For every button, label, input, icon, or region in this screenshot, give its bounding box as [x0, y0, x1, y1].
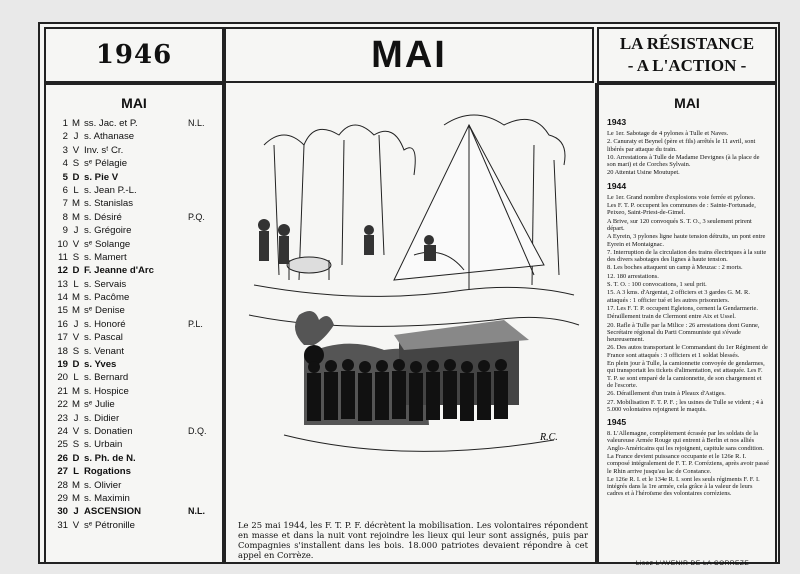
weekday-letter: V	[72, 144, 80, 156]
calendar-row	[46, 371, 222, 384]
day-number: 11	[58, 251, 68, 263]
calendar-row	[46, 304, 222, 317]
day-number: 7	[62, 198, 68, 210]
calendar-row	[46, 438, 222, 451]
soldier-body	[409, 373, 423, 421]
saint-name: s. Athanase	[84, 131, 135, 143]
day-number: 20	[57, 372, 68, 384]
day-number: 5	[62, 171, 68, 183]
moon-phase: D.Q.	[188, 425, 207, 436]
soldier-head	[427, 360, 439, 372]
weekday-letter: V	[72, 425, 80, 437]
day-number: 18	[57, 345, 68, 357]
saint-name: s. Pascal	[84, 332, 123, 344]
event-item: 26. Des autos transportant le Commandant du 1er Régiment de France sont attaqués : 3 officiers et 1 soldat blessés.	[607, 344, 768, 359]
calendar-row	[46, 479, 222, 492]
event-item: 8. L'Allemagne, complètement écrasée par les soldats de la valeureuse Armée Rouge qui entrent à Berlin et nos alliés Anglo-Américains qui les rejoignent, capitule sans condition.	[607, 430, 764, 452]
weekday-letter: M	[72, 211, 80, 223]
calendar-row	[46, 505, 222, 518]
soldier-head	[376, 360, 388, 372]
calendar-day-list	[46, 117, 222, 532]
moon-phase	[188, 184, 222, 197]
day-number: 10	[57, 238, 68, 250]
event-item: 20 Attentat Usine Moutupet.	[607, 169, 680, 177]
calendar-row	[46, 519, 222, 532]
weekday-letter: L	[73, 184, 79, 196]
soldier-body	[443, 371, 457, 419]
saint-name: sᵉ Pélagie	[84, 158, 128, 170]
day-number: 27	[57, 466, 68, 478]
event-item: La France devient puissance occupante et le 126e R. I. composé intégralement de F. T. P. Corréziens, après avoir passé le Rhin arrive jusqu'au lac de Constance.	[607, 452, 769, 475]
event-item: A Brive, sur 120 convoqués S. T. O., 3 seulement prirent départ.	[607, 217, 752, 232]
day-number: 22	[57, 399, 68, 411]
moon-phase	[188, 197, 222, 210]
saint-name: s. Jean P.-L.	[84, 184, 137, 196]
day-number: 15	[57, 305, 68, 317]
soldier-body	[494, 371, 508, 419]
weekday-letter: S	[72, 158, 80, 170]
saint-name: s. Honoré	[84, 318, 126, 330]
soldier-head	[359, 361, 371, 373]
year-label: 1946	[44, 27, 224, 83]
illustration-signature: R.C.	[540, 432, 558, 443]
moon-phase	[188, 264, 222, 277]
day-number: 21	[57, 385, 68, 397]
moon-phase	[188, 331, 222, 344]
soldier-head	[444, 359, 456, 371]
saint-name: sᵉ Julie	[84, 399, 115, 411]
resistance-title	[597, 27, 777, 83]
day-number: 6	[62, 184, 68, 196]
day-number: 4	[62, 158, 68, 170]
moon-phase	[188, 238, 222, 251]
weekday-letter: M	[72, 479, 80, 491]
calendar-row	[46, 358, 222, 371]
day-number: 14	[57, 292, 68, 304]
saint-name: s. Maximin	[84, 492, 130, 504]
soldier-head	[342, 359, 354, 371]
calendar-row	[46, 238, 222, 251]
saint-name: sᵉ Pétronille	[84, 519, 136, 531]
event-year: 1945	[607, 417, 627, 428]
saint-name: s. Hospice	[84, 385, 129, 397]
event-item: Le 1er. Sabotage de 4 pylones à Tulle et Naves.	[607, 130, 729, 137]
moon-phase	[188, 412, 222, 425]
event-item: 2. Canuraty et Beynel (père et fils) arrêtés le 11 avril, sont libérés par attaque du train.	[607, 138, 756, 153]
soldier-head	[495, 359, 507, 371]
calendar-row	[46, 398, 222, 411]
soldier-body	[307, 373, 321, 421]
weekday-letter: J	[73, 318, 79, 330]
weekday-letter: J	[73, 506, 79, 518]
event-item: 12. 180 arrestations.	[607, 272, 659, 280]
weekday-letter: V	[72, 332, 80, 344]
calendar-heading: MAI	[121, 95, 147, 111]
moon-phase	[188, 452, 222, 465]
moon-phase	[188, 358, 222, 371]
event-item: 17. Les F. T. P. occupent Egletons, cernent la Gendarmerie.	[607, 304, 758, 312]
saint-name: ss. Jac. et P.	[84, 118, 138, 129]
calendar-column	[44, 83, 224, 564]
day-number: 23	[57, 412, 68, 424]
weekday-letter: S	[72, 345, 80, 357]
weekday-letter: M	[72, 118, 80, 129]
saint-name: s. Pacôme	[84, 292, 130, 304]
moon-phase	[188, 157, 222, 170]
calendar-row	[46, 345, 222, 358]
day-number: 17	[57, 332, 68, 344]
weekday-letter: M	[72, 492, 80, 504]
weekday-letter: J	[73, 412, 79, 424]
calendar-row	[46, 318, 222, 331]
day-number: 16	[57, 318, 68, 330]
day-number: 3	[62, 144, 68, 156]
soldier-head	[393, 359, 405, 371]
event-item: En plein jour à Tulle, la camionnette convoyée de gendarmes, qui transportait les tickets d'alimentation, est attaquée. Les F. T. P. se sont emparé de la camionnette, de son chargement et de l'escorte.	[607, 360, 765, 389]
saint-name: ASCENSION	[84, 506, 142, 518]
maquis-camp-illustration	[244, 105, 584, 485]
soldier-body	[392, 371, 406, 419]
saint-name: s. Didier	[84, 412, 120, 424]
moon-phase	[188, 144, 222, 157]
day-number: 8	[62, 211, 68, 223]
calendar-row	[46, 452, 222, 465]
event-item: A Eyrein, 3 pylones ligne haute tension détruits, un pont entre Eyrein et Montaignac.	[607, 233, 766, 248]
soldier-head	[308, 361, 320, 373]
moon-phase	[188, 465, 222, 478]
weekday-letter: M	[72, 385, 80, 397]
calendar-row	[46, 291, 222, 304]
day-number: 24	[57, 425, 68, 437]
moon-phase	[188, 304, 222, 317]
moon-phase	[188, 345, 222, 358]
soldier-body	[375, 372, 389, 420]
event-item: 27. Mobilisation F. T. P. F. ; les usines de Tulle se vident ; 4 à 5.000 volontaires rejoignent le maquis.	[607, 398, 764, 413]
events-heading: MAI	[674, 95, 700, 111]
weekday-letter: D	[72, 265, 80, 277]
moon-phase: P.L.	[188, 318, 203, 329]
saint-name: s. Urbain	[84, 439, 123, 451]
calendar-row	[46, 224, 222, 237]
moon-phase	[188, 171, 222, 184]
saint-name: s. Venant	[84, 345, 125, 357]
calendar-row	[46, 492, 222, 505]
soldier-head	[461, 361, 473, 373]
day-number: 26	[57, 452, 68, 464]
soldier-body	[324, 372, 338, 420]
calendar-row	[46, 278, 222, 291]
weekday-letter: V	[72, 519, 80, 531]
saint-name: s. Bernard	[84, 372, 129, 384]
saint-name: Rogations	[84, 466, 131, 478]
event-year: 1943	[607, 117, 627, 127]
soldier-body	[426, 372, 440, 420]
calendar-row	[46, 157, 222, 170]
weekday-letter: M	[72, 305, 80, 317]
moon-phase	[188, 278, 222, 291]
weekday-letter: S	[72, 251, 80, 263]
moon-phase	[188, 519, 222, 532]
event-item: 8. Les boches attaquent un camp à Meuzac : 2 morts.	[607, 264, 743, 272]
moon-phase	[188, 251, 222, 264]
weekday-letter: L	[73, 466, 79, 478]
illustration-caption: Le 25 mai 1944, les F. T. P. F. décrètent la mobilisation. Les volontaires répondent en masse et dans la nuit vont rejoindre les lieux qui leur sont assignés, puis par Compagnies s'installent dans les bois. 18.000 patriotes devaient répondre à cet appel en Corrèze.	[238, 520, 588, 560]
saint-name: s. Mamert	[84, 251, 127, 263]
calendar-row	[46, 385, 222, 398]
moon-phase: N.L.	[188, 118, 205, 128]
day-number: 12	[57, 265, 68, 277]
calendar-row	[46, 171, 222, 184]
weekday-letter: V	[72, 238, 80, 250]
calendar-row	[46, 465, 222, 478]
day-number: 2	[62, 131, 68, 143]
soldier-body	[460, 373, 474, 421]
moon-phase	[188, 438, 222, 451]
event-item: Les F. T. P. occupent les communes de : Sainte-Fortunade, Peixeo, Saint-Priest-de-Gimel.	[607, 202, 756, 217]
calendar-row	[46, 331, 222, 344]
moon-phase	[188, 479, 222, 492]
saint-name: s. Stanislas	[84, 198, 134, 210]
moon-phase	[188, 492, 222, 505]
weekday-letter: L	[73, 278, 79, 290]
moon-phase	[188, 385, 222, 398]
calendar-row	[46, 130, 222, 143]
event-item: 15. A 3 kms. d'Argentat, 2 officiers et 3 gardes G. M. R. attaqués : 1 officier tué et les autres prisonniers.	[607, 289, 750, 304]
saint-name: Inv. sᵗ Cr.	[84, 144, 124, 156]
moon-phase	[188, 371, 222, 384]
moon-phase	[188, 130, 222, 143]
saint-name: s. Olivier	[84, 479, 122, 491]
soldier-head	[478, 360, 490, 372]
moon-phase	[188, 291, 222, 304]
resistance-title-line2: - A L'ACTION -	[627, 56, 747, 75]
events-column	[597, 83, 777, 564]
calendar-row	[46, 412, 222, 425]
day-number: 31	[57, 519, 68, 531]
weekday-letter: L	[73, 372, 79, 384]
saint-name: F. Jeanne d'Arc	[84, 265, 154, 277]
moon-phase	[188, 224, 222, 237]
calendar-row	[46, 251, 222, 264]
day-number: 13	[57, 278, 68, 290]
soldier-body	[477, 372, 491, 420]
event-year: 1944	[607, 180, 627, 191]
calendar-row	[46, 197, 222, 210]
event-item: 20. Rafle à Tulle par la Milice : 26 arrestations dont Gunne, Secrétaire régional du Parti Communiste qui s'évade heureusement.	[607, 321, 760, 344]
weekday-letter: M	[72, 198, 80, 210]
day-number: 25	[57, 439, 68, 451]
saint-name: s. Servais	[84, 278, 127, 290]
saint-name: s. Donatien	[84, 425, 133, 437]
calendar-row	[46, 211, 222, 224]
event-item: Le 1er. Grand nombre d'explosions voie ferrée et pylones.	[607, 193, 756, 201]
day-number: 30	[57, 506, 68, 518]
moon-phase: N.L.	[188, 506, 205, 517]
month-title: MAI	[224, 27, 594, 83]
weekday-letter: D	[72, 171, 80, 183]
saint-name: s. Grégoire	[84, 225, 132, 237]
day-number: 28	[57, 479, 68, 491]
event-item: Déraillement train de Clermont entre Aix et Ussel.	[607, 313, 736, 321]
calendar-row	[46, 264, 222, 277]
moon-phase	[188, 398, 222, 411]
saint-name: s. Ph. de N.	[84, 452, 136, 464]
weekday-letter: J	[73, 131, 79, 143]
day-number: 29	[57, 492, 68, 504]
day-number: 1	[62, 118, 68, 129]
calendar-row	[46, 144, 222, 157]
weekday-letter: M	[72, 292, 80, 304]
weekday-letter: J	[73, 225, 79, 237]
saint-name: s. Yves	[84, 359, 117, 371]
day-number: 9	[62, 225, 68, 237]
saint-name: s. Pie V	[84, 171, 119, 183]
saint-name: sᵉ Denise	[84, 305, 125, 317]
event-item: 7. Interruption de la circulation des trains électriques à la suite des divers sabotages des lignes à haute tension.	[607, 248, 767, 264]
event-item: Le 126e R. I. et le 134e R. I. sont les seuls régiments F. F. I. intégrés dans la 1re armée, cela grâce à la valeur de leurs cadres et à l'héroïsme des volontaires corréziens.	[607, 475, 760, 498]
weekday-letter: D	[72, 452, 80, 464]
weekday-letter: S	[72, 439, 80, 451]
events-list	[599, 117, 775, 498]
soldier-head	[325, 360, 337, 372]
event-item: 26. Déraillement d'un train à Pleaux d'Astiges.	[607, 390, 726, 398]
resistance-title-line1: LA RÉSISTANCE	[619, 34, 755, 53]
day-number: 19	[57, 359, 68, 371]
weekday-letter: D	[72, 359, 80, 371]
soldier-body	[341, 371, 355, 419]
weekday-letter: M	[72, 399, 80, 411]
soldier-head	[410, 361, 422, 373]
event-item: 10. Arrestations à Tulle de Madame Devignes (à la place de son mari) et de Corches Sylvain.	[607, 153, 760, 169]
moon-phase: P.Q.	[188, 211, 205, 222]
event-item: S. T. O. : 100 convocations, 1 seul prit.	[607, 281, 707, 289]
saint-name: s. Désiré	[84, 211, 122, 223]
calendar-row	[46, 184, 222, 197]
calendar-row	[46, 117, 222, 130]
footer-advert: Lisez L'AVENIR DE LA CORREZE	[635, 560, 750, 567]
saint-name: sᵉ Solange	[84, 238, 131, 250]
soldier-body	[358, 373, 372, 421]
calendar-row	[46, 425, 222, 438]
